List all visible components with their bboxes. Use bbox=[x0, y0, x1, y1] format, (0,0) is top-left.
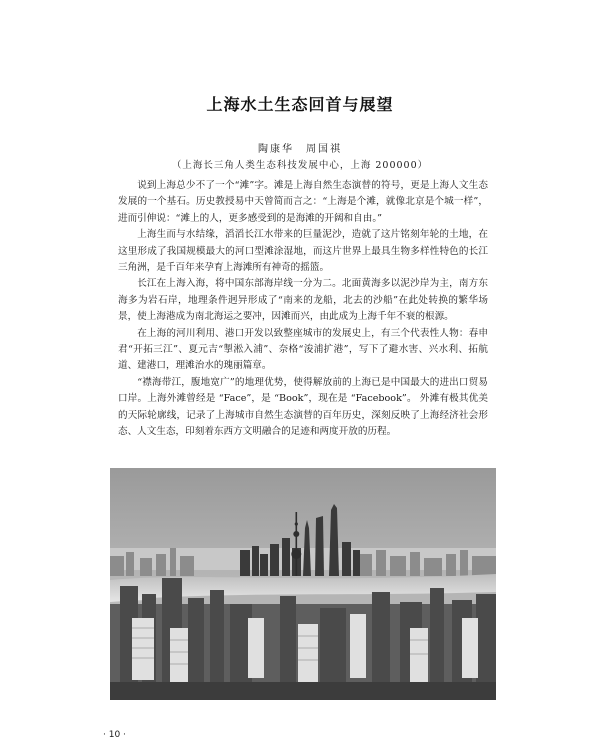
article-authors: 陶康华 周国祺 bbox=[258, 144, 342, 155]
body-paragraph: 上海生而与水结缘，滔滔长江水带来的巨量泥沙，造就了这片铭刻年轮的土地，在这里形成了我国规模最大的河口型滩涂湿地，而这片世界上最具生物多样性特色的长江三角洲，是千百年来孕育上海滩所有神奇的摇篮。 bbox=[118, 229, 488, 274]
page-number: · 10 · bbox=[103, 730, 126, 740]
body-paragraph: 在上海的河川利用、港口开发以致整座城市的发展史上，有三个代表性人物：春申君“开拓三江”、夏元吉“掣淞入浦”、奈格“浚浦扩港”，写下了避水害、兴水利、拓航道、建港口，理滩治水的瑰丽篇章。 bbox=[118, 327, 488, 372]
article-title: 上海水土生态回首与展望 bbox=[206, 95, 394, 114]
body-paragraph: “襟海带江，腹地宽广”的地理优势，使得解放前的上海已是中国最大的进出口贸易口岸。上海外滩曾经是 “Face”，是 “Book”，现在是 “Facebook”。 外滩有极其优美的天际轮廓线，记录了上海城市自然生态演替的百年历史，深刻反映了上海经济社会形态、人文生态，印刻着东西方文明融合的足迹和两度开放的历程。 bbox=[118, 376, 488, 438]
article-body bbox=[118, 178, 488, 441]
article-affiliation: （上海长三角人类生态科技发展中心，上海 200000） bbox=[171, 160, 429, 171]
shanghai-skyline-photo bbox=[110, 468, 496, 700]
body-paragraph: 长江在上海入海，将中国东部海岸线一分为二。北面黄海多以泥沙岸为主，南方东海多为岩石岸，地理条件迥异形成了“南来的龙船，北去的沙船”在此处转换的繁华场景，使上海港成为南北海运之要冲，因滩而兴，由此成为上海千年不衰的根源。 bbox=[118, 278, 488, 323]
body-paragraph: 说到上海总少不了一个“滩”字。滩是上海自然生态演替的符号，更是上海人文生态发展的一个基石。历史教授易中天曾简而言之：“上海是个滩，就像北京是个城一样”，进而引伸说：“滩上的人，更多感受到的是海滩的开阔和自由。” bbox=[118, 180, 488, 224]
